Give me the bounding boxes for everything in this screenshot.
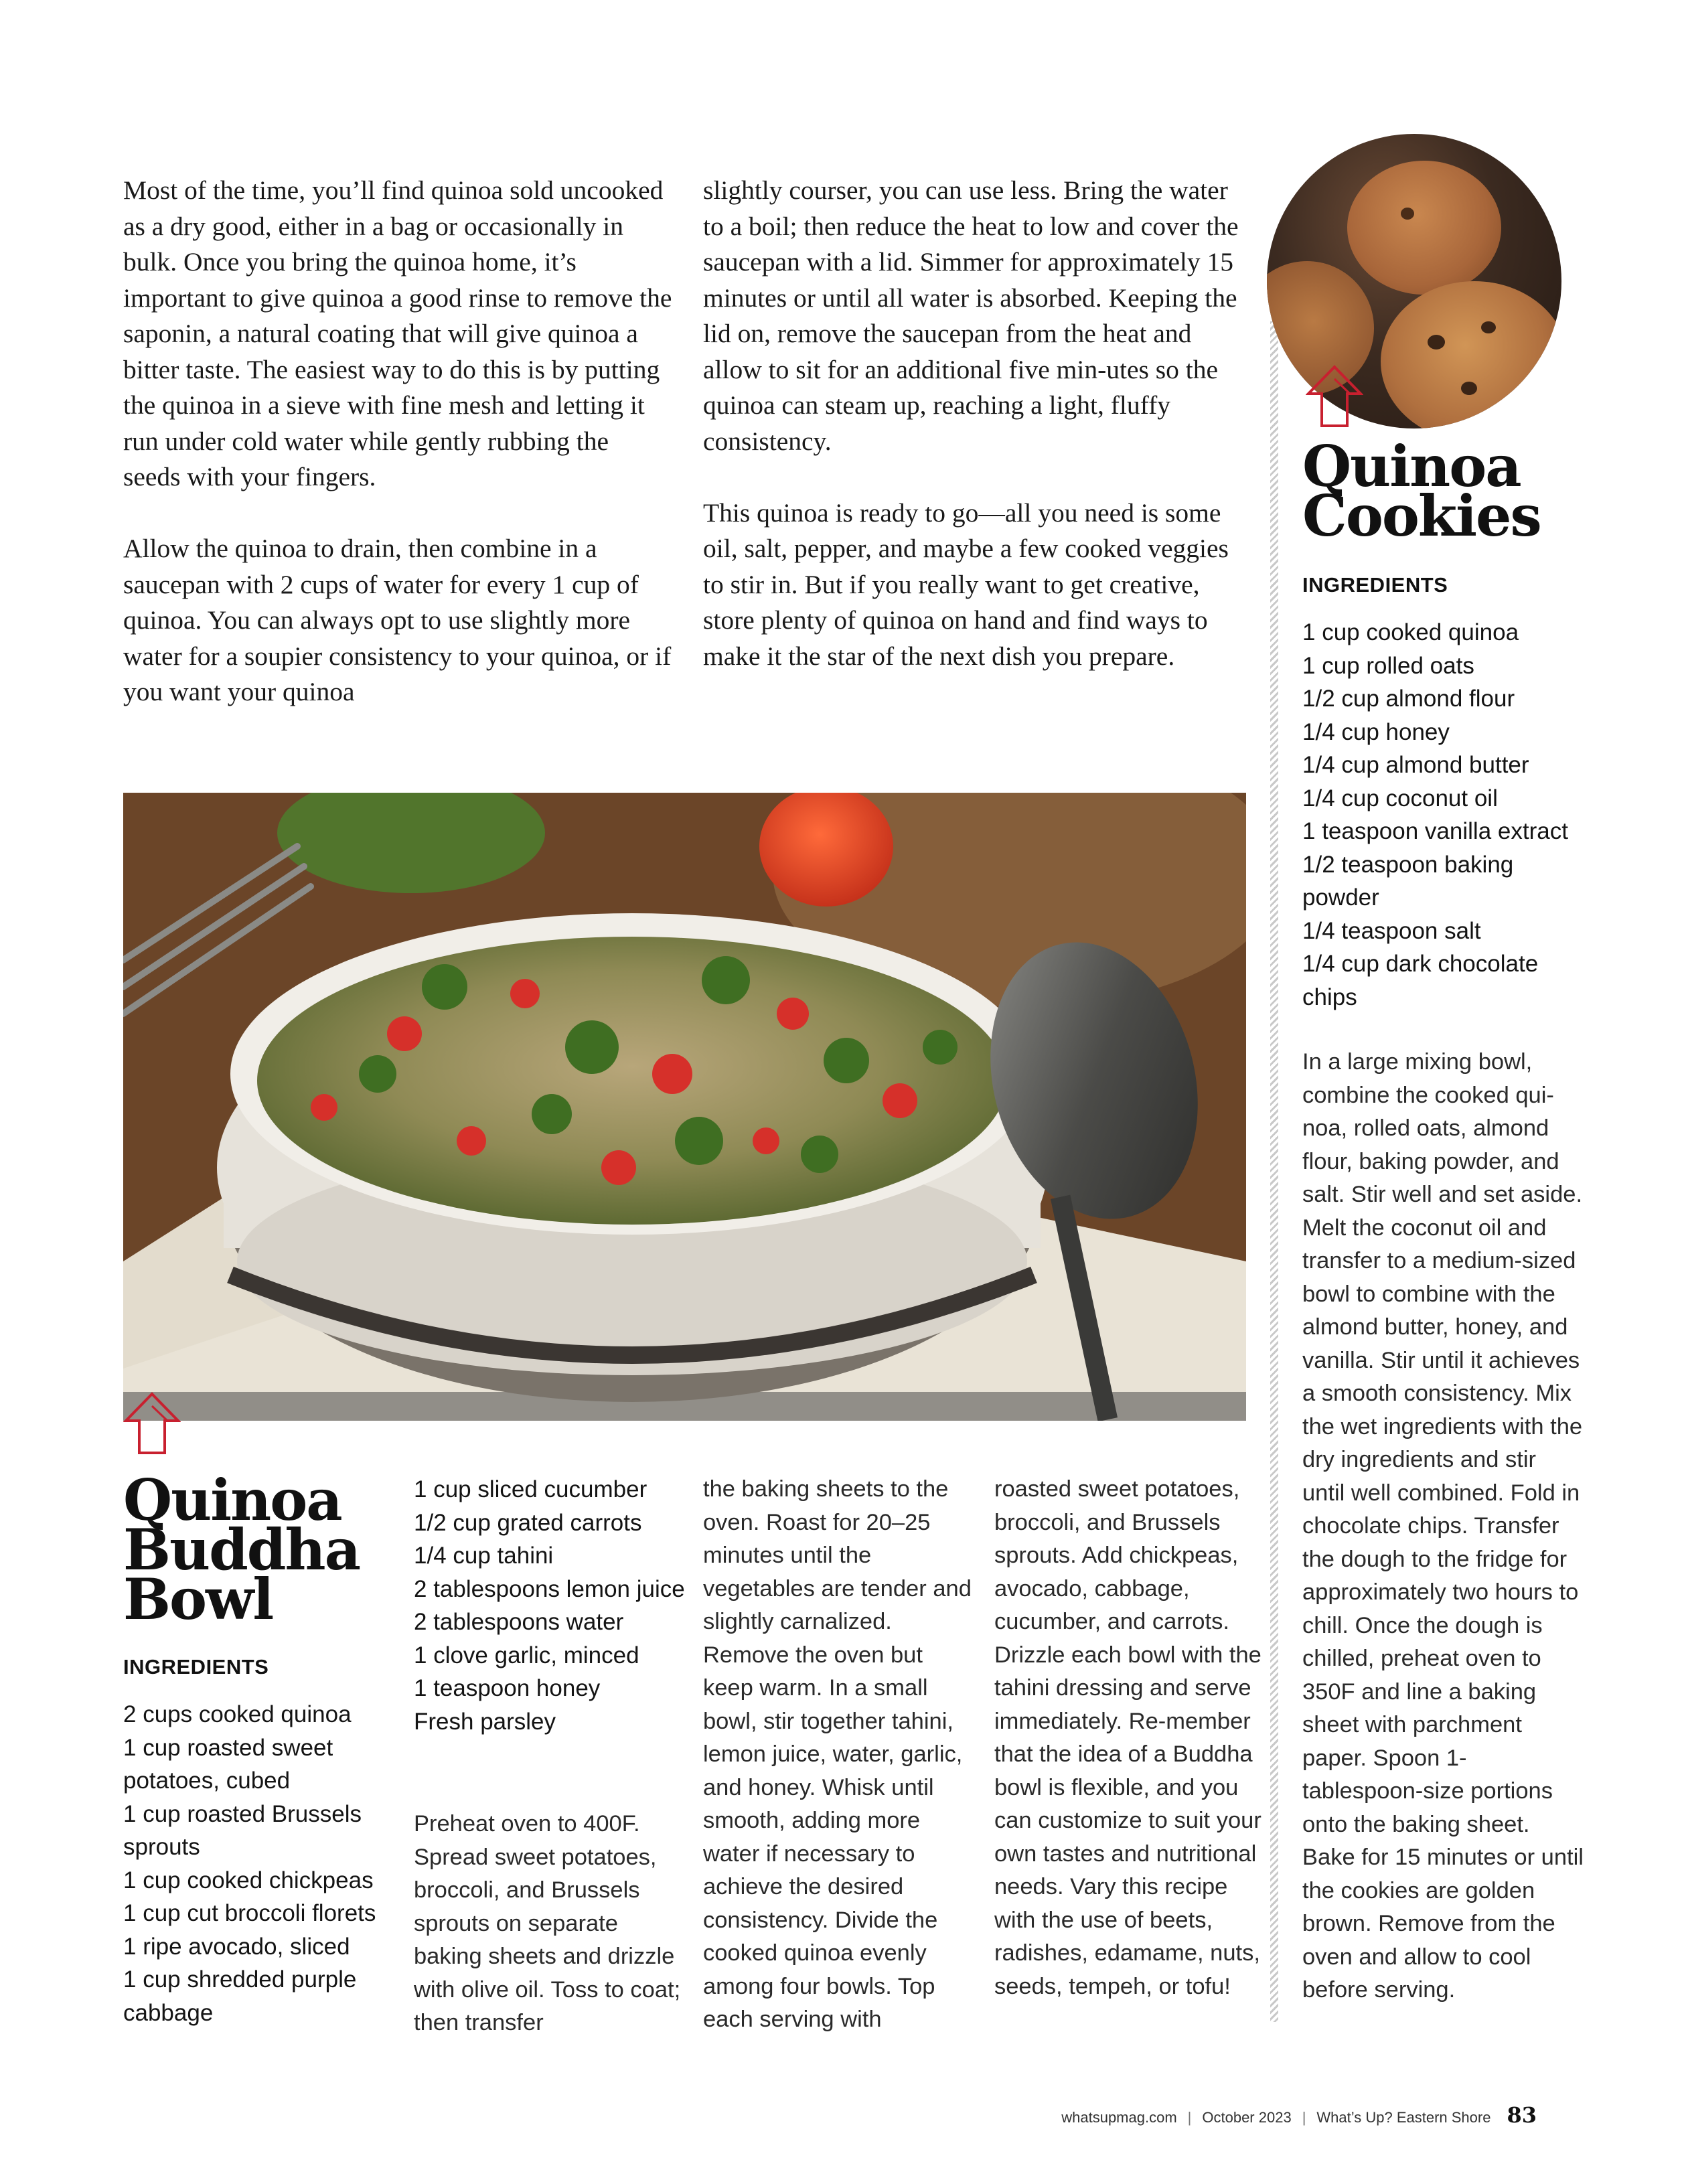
list-item: 1 cup cooked chickpeas: [123, 1867, 374, 1893]
article-paragraph: Most of the time, you’ll find quinoa sold uncooked as a dry good, either in a bag or occasionally in bulk. Once you bring the quinoa home, it’s important to give quinoa a good rinse to remove the saponin, a natural coating that will give quinoa a bitter taste. The easiest way to do this is by putting the quinoa in a sieve with fine mesh and letting it run under cold water while gently rubbing the seeds with your fingers.: [123, 175, 672, 491]
title-line: Buddha: [123, 1516, 360, 1583]
buddha-method-part-2: the baking sheets to the oven. Roast for 20–25 minutes until the vegetables are tender and slightly carnalized. Remove the oven but keep warm. In a small bowl, stir together tahini, lemon juice, water, garlic, and honey. Whisk until smooth, adding more water if necessary to achieve the desired consistency. Divide the cooked quinoa evenly among four bowls. Top each serving with: [703, 1476, 972, 2032]
list-item: 2 tablespoons lemon juice: [414, 1575, 685, 1602]
cookies-title: [1302, 433, 1541, 549]
list-item: 1 clove garlic, minced: [414, 1642, 639, 1668]
list-item: 1 cup rolled oats: [1302, 652, 1474, 679]
list-item: 1 teaspoon vanilla extract: [1302, 818, 1568, 844]
article-paragraph: slightly courser, you can use less. Bring the water to a boil; then reduce the heat to low and cover the saucepan with a lid. Simmer for approximately 15 minutes or until all water is absorbed. Keeping the lid on, remove the saucepan from the heat and allow to sit for an additional five min-utes so the quinoa can steam up, reaching a light, fluffy consistency.: [703, 175, 1239, 456]
article-paragraph: Allow the quinoa to drain, then combine in a saucepan with 2 cups of water for every 1 cup of quinoa. You can always opt to use slightly more water for a soupier consistency to your quinoa, or if you want your quinoa: [123, 534, 672, 706]
list-item: 1 cup sliced cucumber: [414, 1476, 647, 1502]
article-paragraph: This quinoa is ready to go—all you need is some oil, salt, pepper, and maybe a few cooked veggies to stir in. But if you really want to get creative, store plenty of quinoa on hand and find ways to make it the star of the next dish you prepare.: [703, 497, 1229, 671]
footer-separator: |: [1302, 2109, 1306, 2126]
list-item: 1 cup shredded purple cabbage: [123, 1966, 357, 2026]
buddha-bowl-title: [123, 1467, 360, 1632]
list-item: 2 cups cooked quinoa: [123, 1701, 352, 1727]
list-item: 1 cup roasted sweet potatoes, cubed: [123, 1734, 333, 1794]
list-item: 1/4 cup dark chocolate chips: [1302, 951, 1539, 1010]
list-item: Fresh parsley: [414, 1708, 556, 1735]
cookies-ingredients-heading: INGREDIENTS: [1302, 573, 1448, 597]
list-item: 1/4 teaspoon salt: [1302, 917, 1481, 944]
quinoa-salad-illustration: [123, 793, 1246, 1421]
arrow-up-icon: [1306, 364, 1363, 431]
list-item: 1 ripe avocado, sliced: [123, 1933, 350, 1960]
title-line: Bowl: [123, 1566, 273, 1632]
list-item: 1/2 cup almond flour: [1302, 686, 1515, 712]
title-line: Quinoa: [123, 1467, 341, 1533]
article-column-1: [123, 173, 672, 710]
list-item: 1 cup cooked quinoa: [1302, 619, 1519, 645]
arrow-up-icon: [123, 1391, 181, 1458]
list-item: 1/4 cup coconut oil: [1302, 785, 1498, 811]
page-number: 83: [1507, 2102, 1537, 2128]
list-item: 1/2 cup grated carrots: [414, 1509, 642, 1536]
buddha-ingredients-heading: INGREDIENTS: [123, 1655, 269, 1679]
cookies-method: In a large mixing bowl, combine the cooked qui-noa, rolled oats, almond flour, baking powder, and salt. Stir well and set aside. Melt the coconut oil and transfer to a medium-sized bowl to combine with the almond butter, honey, and vanilla. Stir until it achieves a smooth consistency. Mix the wet ingredients with the dry ingredients and stir until well combined. Fold in chocolate chips. Transfer the dough to the fridge for approximately two hours to chill. Once the dough is chilled, preheat oven to 350F and line a baking sheet with parchment paper. Spoon 1-tablespoon-size portions onto the baking sheet. Bake for 15 minutes or until the cookies are golden brown. Remove from the oven and allow to cool before serving.: [1302, 1049, 1584, 2003]
cookies-ingredients-list: [1302, 616, 1584, 1014]
quinoa-salad-photo: [123, 793, 1246, 1421]
footer-separator: |: [1187, 2109, 1192, 2126]
list-item: 1 cup cut broccoli florets: [123, 1900, 376, 1926]
footer-site: whatsupmag.com: [1061, 2109, 1177, 2126]
buddha-ingredients-list: [123, 1698, 391, 2029]
article-column-2: [703, 173, 1239, 674]
list-item: 1/2 teaspoon baking powder: [1302, 851, 1514, 911]
list-item: 2 tablespoons water: [414, 1609, 624, 1635]
list-item: 1/4 cup honey: [1302, 718, 1450, 745]
footer-publication: What’s Up? Eastern Shore: [1316, 2109, 1491, 2126]
list-item: 1/4 cup tahini: [414, 1543, 554, 1569]
sidebar-hatch-divider: [1270, 321, 1278, 2022]
buddha-method-part-1: Preheat oven to 400F. Spread sweet potatoes, broccoli, and Brussels sprouts on separate baking sheets and drizzle with olive oil. Toss to coat; then transfer: [414, 1811, 681, 2035]
title-line: Quinoa: [1302, 433, 1521, 499]
list-item: 1 cup roasted Brussels sprouts: [123, 1800, 362, 1860]
buddha-ingredients-list-continued: [414, 1473, 688, 1738]
page-footer: [1061, 2102, 1537, 2128]
buddha-method-part-3: roasted sweet potatoes, broccoli, and Brussels sprouts. Add chickpeas, avocado, cabbage, cucumber, and carrots. Drizzle each bowl with the tahini dressing and serve immediately. Re-member that the idea of a Buddha bowl is flexible, and you can customize to suit your own tastes and nutritional needs. Vary this recipe with the use of beets, radishes, edamame, nuts, seeds, tempeh, or tofu!: [994, 1476, 1262, 1999]
title-line: Cookies: [1302, 483, 1541, 549]
list-item: 1/4 cup almond butter: [1302, 752, 1529, 778]
footer-issue: October 2023: [1202, 2109, 1292, 2126]
list-item: 1 teaspoon honey: [414, 1675, 601, 1701]
